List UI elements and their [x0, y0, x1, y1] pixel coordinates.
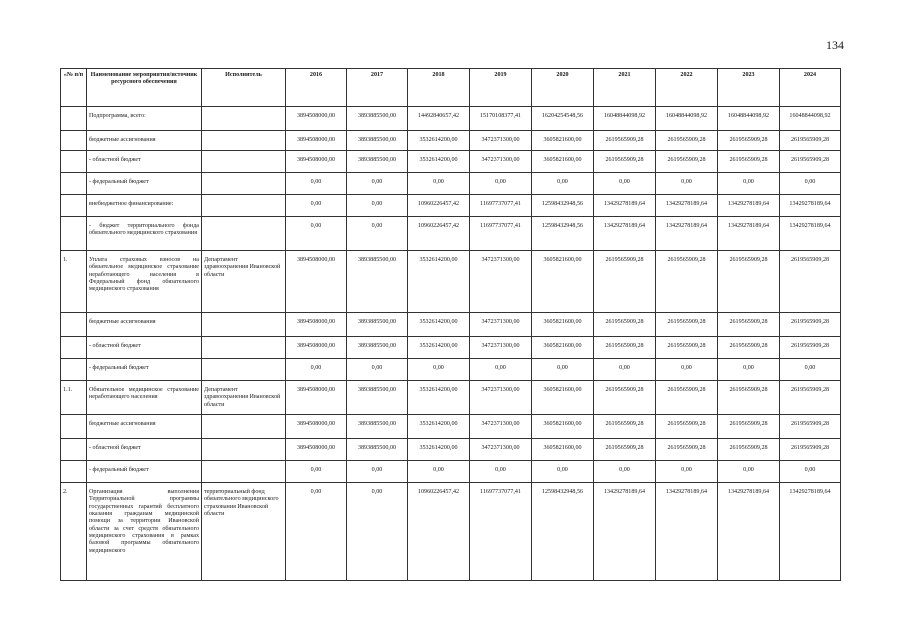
row-num — [61, 173, 87, 195]
row-value: 13429278189,64 — [656, 483, 718, 581]
row-value: 0,00 — [286, 173, 347, 195]
row-value: 3532614200,00 — [408, 439, 470, 461]
table-row — [61, 359, 841, 381]
row-executor — [202, 131, 286, 151]
row-value: 0,00 — [470, 173, 532, 195]
row-value: 3605821600,00 — [532, 131, 594, 151]
row-value: 3894508000,00 — [286, 439, 347, 461]
row-name: - областной бюджет — [87, 439, 202, 461]
table-row — [61, 415, 841, 439]
row-value: 3894508000,00 — [286, 107, 347, 131]
row-value: 0,00 — [286, 461, 347, 483]
row-value: 3893885500,00 — [347, 313, 408, 337]
row-name: - областной бюджет — [87, 151, 202, 173]
row-value: 0,00 — [347, 217, 408, 251]
row-value: 0,00 — [347, 483, 408, 581]
row-value: 16048844098,92 — [656, 107, 718, 131]
row-num — [61, 439, 87, 461]
row-value: 2619565909,28 — [780, 337, 841, 359]
budget-table — [60, 68, 841, 581]
row-value: 0,00 — [780, 461, 841, 483]
row-value: 2619565909,28 — [718, 251, 780, 313]
row-value: 0,00 — [532, 359, 594, 381]
row-name: - бюджет территориального фонда обязательного медицинского страхования — [87, 217, 202, 251]
row-value: 3893885500,00 — [347, 151, 408, 173]
row-value: 3472371300,00 — [470, 381, 532, 415]
row-value: 3472371300,00 — [470, 415, 532, 439]
table-row — [61, 439, 841, 461]
row-executor — [202, 195, 286, 217]
row-name: - областной бюджет — [87, 337, 202, 359]
row-value: 3532614200,00 — [408, 381, 470, 415]
row-executor — [202, 359, 286, 381]
row-value: 0,00 — [408, 461, 470, 483]
row-value: 3532614200,00 — [408, 251, 470, 313]
row-value: 0,00 — [286, 195, 347, 217]
row-value: 14492840657,42 — [408, 107, 470, 131]
row-value: 2619565909,28 — [780, 151, 841, 173]
row-num — [61, 359, 87, 381]
row-num — [61, 195, 87, 217]
row-name: Организация выполнения Территориальной программы государственных гарантий бесплатного оказания гражданам медицинской помощи за территории Ивановской области за счет средств обязательного медицинского страхования в рамках базовой программы обязательного медицинского — [87, 483, 202, 581]
row-value: 2619565909,28 — [718, 415, 780, 439]
header-year: 2023 — [718, 69, 780, 107]
row-value: 3894508000,00 — [286, 415, 347, 439]
row-num — [61, 131, 87, 151]
row-value: 3605821600,00 — [532, 439, 594, 461]
row-value: 3472371300,00 — [470, 131, 532, 151]
row-value: 0,00 — [347, 195, 408, 217]
row-executor — [202, 415, 286, 439]
table-row — [61, 483, 841, 581]
header-year: 2016 — [286, 69, 347, 107]
row-value: 10960226457,42 — [408, 195, 470, 217]
header-num: «№ п/п — [61, 69, 87, 107]
header-year: 2019 — [470, 69, 532, 107]
row-value: 3893885500,00 — [347, 251, 408, 313]
row-value: 3472371300,00 — [470, 337, 532, 359]
row-executor — [202, 313, 286, 337]
row-value: 3532614200,00 — [408, 131, 470, 151]
row-value: 0,00 — [718, 359, 780, 381]
row-value: 2619565909,28 — [780, 131, 841, 151]
table-row — [61, 217, 841, 251]
table-row — [61, 337, 841, 359]
row-value: 3894508000,00 — [286, 337, 347, 359]
row-num — [61, 415, 87, 439]
table-row — [61, 313, 841, 337]
row-value: 2619565909,28 — [656, 337, 718, 359]
row-value: 3894508000,00 — [286, 131, 347, 151]
row-name: Обязательное медицинское страхование неработающего населения — [87, 381, 202, 415]
row-value: 13429278189,64 — [594, 195, 656, 217]
row-value: 3894508000,00 — [286, 313, 347, 337]
row-value: 13429278189,64 — [718, 217, 780, 251]
row-value: 10960226457,42 — [408, 483, 470, 581]
row-value: 13429278189,64 — [780, 195, 841, 217]
row-executor — [202, 439, 286, 461]
table-row — [61, 107, 841, 131]
row-name: бюджетные ассигнования — [87, 415, 202, 439]
row-value: 2619565909,28 — [656, 131, 718, 151]
row-value: 2619565909,28 — [656, 415, 718, 439]
row-value: 3532614200,00 — [408, 415, 470, 439]
row-value: 3605821600,00 — [532, 415, 594, 439]
row-value: 0,00 — [286, 217, 347, 251]
row-value: 16048844098,92 — [594, 107, 656, 131]
row-value: 13429278189,64 — [718, 483, 780, 581]
table-row — [61, 195, 841, 217]
row-value: 2619565909,28 — [594, 381, 656, 415]
row-num — [61, 461, 87, 483]
row-name: внебюджетное финансирование: — [87, 195, 202, 217]
row-value: 2619565909,28 — [718, 313, 780, 337]
row-value: 3472371300,00 — [470, 251, 532, 313]
row-value: 3605821600,00 — [532, 251, 594, 313]
row-value: 0,00 — [780, 359, 841, 381]
row-value: 3893885500,00 — [347, 381, 408, 415]
row-value: 3893885500,00 — [347, 337, 408, 359]
row-value: 2619565909,28 — [718, 151, 780, 173]
row-value: 2619565909,28 — [594, 439, 656, 461]
header-executor: Исполнитель — [202, 69, 286, 107]
row-name: бюджетные ассигнования — [87, 313, 202, 337]
row-num: 2. — [61, 483, 87, 581]
row-value: 3532614200,00 — [408, 313, 470, 337]
row-value: 2619565909,28 — [594, 415, 656, 439]
row-value: 3605821600,00 — [532, 151, 594, 173]
row-value: 13429278189,64 — [780, 217, 841, 251]
row-name: - федеральный бюджет — [87, 173, 202, 195]
row-name: - федеральный бюджет — [87, 461, 202, 483]
row-value: 3532614200,00 — [408, 151, 470, 173]
row-value: 3894508000,00 — [286, 151, 347, 173]
row-num: 1. — [61, 251, 87, 313]
header-year: 2017 — [347, 69, 408, 107]
row-value: 0,00 — [286, 359, 347, 381]
row-value: 2619565909,28 — [718, 381, 780, 415]
row-value: 2619565909,28 — [594, 251, 656, 313]
row-value: 13429278189,64 — [656, 217, 718, 251]
row-value: 0,00 — [594, 461, 656, 483]
row-value: 12598432948,56 — [532, 483, 594, 581]
row-num: 1.1. — [61, 381, 87, 415]
row-value: 3532614200,00 — [408, 337, 470, 359]
row-num — [61, 313, 87, 337]
row-value: 3894508000,00 — [286, 381, 347, 415]
row-value: 0,00 — [656, 461, 718, 483]
row-value: 3605821600,00 — [532, 313, 594, 337]
row-value: 2619565909,28 — [594, 151, 656, 173]
row-value: 0,00 — [347, 461, 408, 483]
row-value: 2619565909,28 — [718, 337, 780, 359]
row-value: 11697737077,41 — [470, 483, 532, 581]
table-row — [61, 251, 841, 313]
row-executor: Департамент здравоохранения Ивановской области — [202, 381, 286, 415]
row-value: 16204254548,56 — [532, 107, 594, 131]
row-value: 3893885500,00 — [347, 107, 408, 131]
row-value: 2619565909,28 — [656, 439, 718, 461]
row-value: 10960226457,42 — [408, 217, 470, 251]
row-value: 3472371300,00 — [470, 313, 532, 337]
row-executor: территориальный фонд обязательного медицинского страхования Ивановской области — [202, 483, 286, 581]
row-value: 2619565909,28 — [656, 251, 718, 313]
table-row — [61, 131, 841, 151]
table-row — [61, 461, 841, 483]
row-value: 0,00 — [286, 483, 347, 581]
table-row — [61, 381, 841, 415]
row-value: 13429278189,64 — [780, 483, 841, 581]
row-value: 3894508000,00 — [286, 251, 347, 313]
row-value: 0,00 — [594, 173, 656, 195]
row-value: 2619565909,28 — [718, 131, 780, 151]
row-value: 16048844098,92 — [718, 107, 780, 131]
row-value: 0,00 — [718, 173, 780, 195]
row-value: 11697737077,41 — [470, 195, 532, 217]
row-value: 13429278189,64 — [718, 195, 780, 217]
row-value: 2619565909,28 — [656, 313, 718, 337]
row-value: 0,00 — [408, 173, 470, 195]
row-value: 2619565909,28 — [656, 381, 718, 415]
row-executor — [202, 461, 286, 483]
header-year: 2024 — [780, 69, 841, 107]
row-value: 3893885500,00 — [347, 415, 408, 439]
header-year: 2020 — [532, 69, 594, 107]
row-value: 13429278189,64 — [656, 195, 718, 217]
row-name: Подпрограмма, всего: — [87, 107, 202, 131]
row-value: 2619565909,28 — [780, 313, 841, 337]
row-value: 2619565909,28 — [594, 313, 656, 337]
row-value: 0,00 — [408, 359, 470, 381]
row-value: 2619565909,28 — [594, 337, 656, 359]
row-num — [61, 337, 87, 359]
row-num — [61, 107, 87, 131]
row-value: 11697737077,41 — [470, 217, 532, 251]
row-executor — [202, 217, 286, 251]
row-value: 0,00 — [347, 359, 408, 381]
row-value: 0,00 — [656, 173, 718, 195]
row-value: 3472371300,00 — [470, 151, 532, 173]
row-value: 13429278189,64 — [594, 217, 656, 251]
row-name: - федеральный бюджет — [87, 359, 202, 381]
row-value: 2619565909,28 — [780, 251, 841, 313]
row-value: 0,00 — [718, 461, 780, 483]
row-value: 2619565909,28 — [718, 439, 780, 461]
row-value: 12598432948,56 — [532, 217, 594, 251]
table-row — [61, 173, 841, 195]
row-executor — [202, 107, 286, 131]
header-row — [61, 69, 841, 107]
row-value: 2619565909,28 — [656, 151, 718, 173]
row-executor — [202, 173, 286, 195]
row-value: 16048844098,92 — [780, 107, 841, 131]
row-value: 0,00 — [532, 173, 594, 195]
row-value: 12598432948,56 — [532, 195, 594, 217]
row-num — [61, 151, 87, 173]
row-executor — [202, 337, 286, 359]
row-value: 3893885500,00 — [347, 439, 408, 461]
row-value: 0,00 — [470, 359, 532, 381]
row-value: 0,00 — [594, 359, 656, 381]
row-value: 2619565909,28 — [780, 439, 841, 461]
header-name: Наименование мероприятия/источник ресурсного обеспечения — [87, 69, 202, 107]
row-value: 0,00 — [347, 173, 408, 195]
row-executor: Департамент здравоохранения Ивановской области — [202, 251, 286, 313]
header-year: 2018 — [408, 69, 470, 107]
row-value: 2619565909,28 — [594, 131, 656, 151]
row-name: бюджетные ассигнования — [87, 131, 202, 151]
table-row — [61, 151, 841, 173]
row-value: 0,00 — [780, 173, 841, 195]
row-value: 2619565909,28 — [780, 381, 841, 415]
row-executor — [202, 151, 286, 173]
row-value: 0,00 — [656, 359, 718, 381]
row-value: 3605821600,00 — [532, 337, 594, 359]
page-number: 134 — [826, 38, 844, 52]
row-value: 15170108377,41 — [470, 107, 532, 131]
row-value: 0,00 — [470, 461, 532, 483]
row-value: 3893885500,00 — [347, 131, 408, 151]
header-year: 2022 — [656, 69, 718, 107]
header-year: 2021 — [594, 69, 656, 107]
row-value: 2619565909,28 — [780, 415, 841, 439]
row-value: 0,00 — [532, 461, 594, 483]
row-value: 3472371300,00 — [470, 439, 532, 461]
row-num — [61, 217, 87, 251]
row-name: Уплата страховых взносов на обязательное медицинское страхование неработающего населения в Федеральный фонд обязательного медицинского страхования — [87, 251, 202, 313]
row-value: 3605821600,00 — [532, 381, 594, 415]
row-value: 13429278189,64 — [594, 483, 656, 581]
